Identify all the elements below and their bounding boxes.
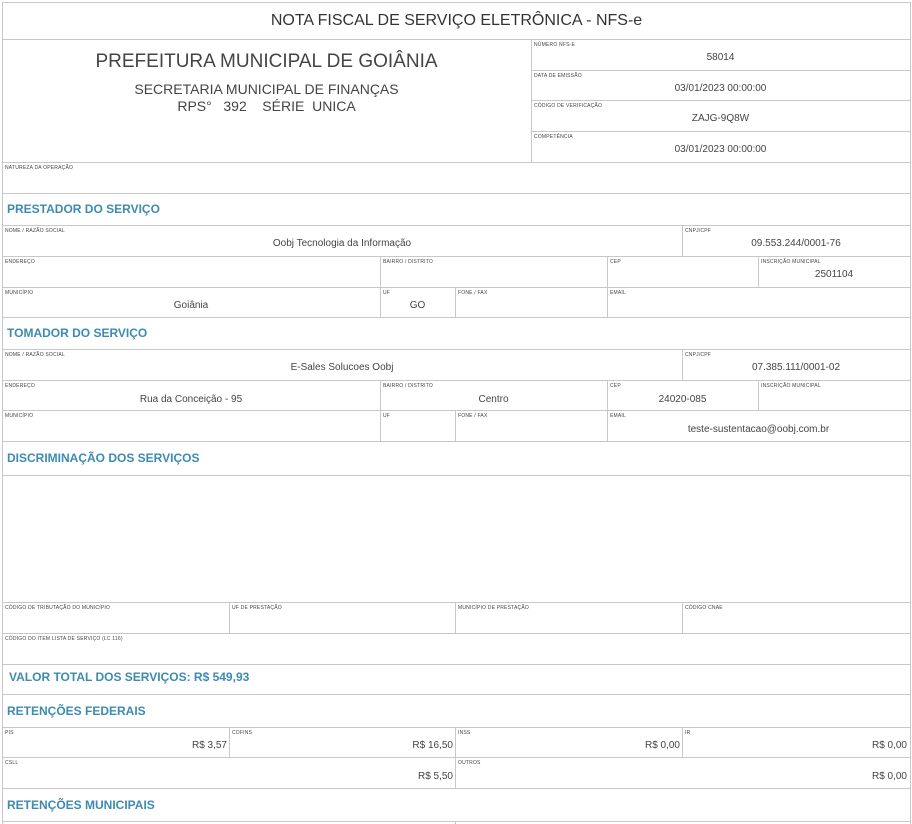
retencoes-federais-section-title: RETENÇÕES FEDERAIS — [7, 704, 146, 718]
inss-label: INSS — [458, 730, 471, 736]
valor-total-servicos: VALOR TOTAL DOS SERVIÇOS: R$ 549,93 — [9, 670, 250, 684]
cofins-value: R$ 16,50 — [412, 740, 453, 751]
prestador-inscricao-label: INSCRIÇÃO MUNICIPAL — [761, 259, 821, 265]
ir-value: R$ 0,00 — [871, 740, 907, 751]
pis-label: PIS — [5, 730, 14, 736]
prestador-cep-label: CEP — [610, 259, 621, 265]
csll-label: CSLL — [5, 760, 19, 766]
natureza-operacao-label: NATUREZA DA OPERAÇÃO — [5, 165, 74, 171]
rps-line: RPS° 392 SÉRIE UNICA — [177, 98, 356, 114]
tomador-municipio-label: MUNICÍPIO — [5, 413, 34, 419]
tomador-email-label: EMAIL — [610, 413, 627, 419]
data-emissao-label: DATA DE EMISSÃO — [534, 73, 582, 79]
tomador-cnpj-value: 07.385.111/0001-02 — [751, 362, 841, 373]
tomador-inscricao-label: INSCRIÇÃO MUNICIPAL — [761, 383, 821, 389]
outros-label: OUTROS — [458, 760, 481, 766]
prestador-uf-label: UF — [383, 290, 391, 296]
prestador-uf-value: GO — [409, 300, 426, 311]
codigo-tributacao-label: CÓDIGO DE TRIBUTAÇÃO DO MUNICÍPIO — [5, 605, 111, 611]
document-title: NOTA FISCAL DE SERVIÇO ELETRÔNICA - NFS-e — [270, 12, 643, 29]
numero-nfse-label: NÚMERO NFS-E — [534, 42, 576, 48]
competencia-value: 03/01/2023 00:00:00 — [674, 144, 767, 155]
tomador-cep-value: 24020-085 — [658, 394, 707, 405]
prestador-fone-label: FONE / FAX — [458, 290, 488, 296]
cofins-label: COFINS — [232, 730, 253, 736]
tomador-endereco-value: Rua da Conceição - 95 — [139, 394, 243, 405]
municipio-prestacao-label: MUNICÍPIO DE PRESTAÇÃO — [458, 605, 529, 611]
csll-value: R$ 5,50 — [417, 771, 453, 782]
prestador-nome-value: Oobj Tecnologia da Informação — [272, 238, 412, 249]
numero-nfse-value: 58014 — [706, 52, 735, 63]
prestador-municipio-value: Goiânia — [173, 300, 209, 311]
tomador-nome-label: NOME / RAZÃO SOCIAL — [5, 352, 65, 358]
prefeitura-name: PREFEITURA MUNICIPAL DE GOIÂNIA — [95, 51, 438, 72]
competencia-label: COMPETÊNCIA — [534, 134, 573, 140]
uf-prestacao-label: UF DE PRESTAÇÃO — [232, 605, 282, 611]
tomador-cnpj-label: CNPJ/CPF — [685, 352, 712, 358]
codigo-verificacao-label: CÓDIGO DE VERIFICAÇÃO — [534, 103, 603, 109]
tomador-endereco-label: ENDEREÇO — [5, 383, 35, 389]
prestador-bairro-label: BAIRRO / DISTRITO — [383, 259, 433, 265]
discriminacao-section-title: DISCRIMINAÇÃO DOS SERVIÇOS — [7, 451, 200, 465]
prestador-cnpj-value: 09.553.244/0001-76 — [751, 238, 841, 249]
tomador-uf-label: UF — [383, 413, 391, 419]
prestador-endereco-label: ENDEREÇO — [5, 259, 35, 265]
prestador-cnpj-label: CNPJ/CPF — [685, 228, 712, 234]
prestador-section-title: PRESTADOR DO SERVIÇO — [7, 202, 160, 216]
tomador-bairro-label: BAIRRO / DISTRITO — [383, 383, 433, 389]
ir-label: IR — [685, 730, 691, 736]
prestador-inscricao-value: 2501104 — [814, 269, 854, 280]
codigo-item-lista-label: CÓDIGO DO ITEM LISTA DE SERVIÇO (LC 116) — [5, 636, 123, 642]
inss-value: R$ 0,00 — [644, 740, 680, 751]
tomador-fone-label: FONE / FAX — [458, 413, 488, 419]
prestador-nome-label: NOME / RAZÃO SOCIAL — [5, 228, 65, 234]
outros-value: R$ 0,00 — [871, 771, 907, 782]
codigo-cnae-label: CÓDIGO CNAE — [685, 605, 723, 611]
pis-value: R$ 3,57 — [191, 740, 227, 751]
data-emissao-value: 03/01/2023 00:00:00 — [674, 83, 767, 94]
tomador-email-value: teste-sustentacao@oobj.com.br — [687, 424, 830, 435]
discriminacao-content-area — [3, 476, 910, 602]
codigo-verificacao-value: ZAJG-9Q8W — [691, 113, 750, 124]
tomador-bairro-value: Centro — [478, 394, 509, 405]
prestador-email-label: EMAIL — [610, 290, 627, 296]
prestador-municipio-label: MUNICÍPIO — [5, 290, 34, 296]
secretaria-name: SECRETARIA MUNICIPAL DE FINANÇAS — [134, 81, 399, 97]
tomador-section-title: TOMADOR DO SERVIÇO — [7, 326, 148, 340]
tomador-nome-value: E-Sales Solucoes Oobj — [290, 362, 394, 373]
retencoes-municipais-section-title: RETENÇÕES MUNICIPAIS — [7, 798, 155, 812]
tomador-cep-label: CEP — [610, 383, 621, 389]
